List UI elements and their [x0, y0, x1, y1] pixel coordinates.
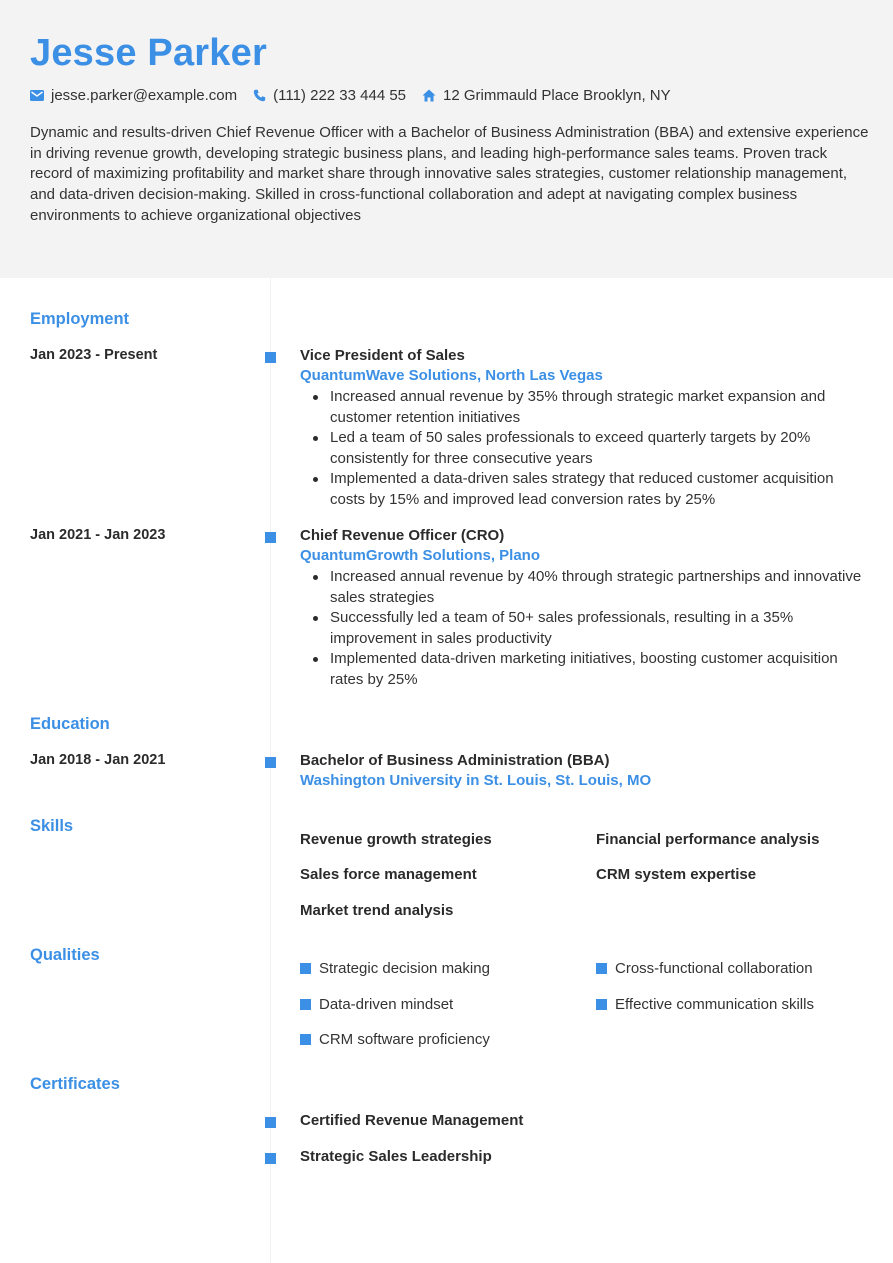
quality-item	[300, 960, 490, 977]
mail-icon	[30, 90, 44, 101]
skill-item: Market trend analysis	[300, 902, 454, 919]
quality-label: CRM software proficiency	[319, 1031, 490, 1048]
square-bullet-icon	[596, 963, 607, 974]
phone-contact[interactable]	[253, 87, 406, 104]
skill-item: Revenue growth strategies	[300, 831, 492, 848]
candidate-name: Jesse Parker	[30, 32, 267, 74]
job-bullet: Increased annual revenue by 40% through strategic partnerships and innovative sales strategies	[300, 567, 870, 608]
square-bullet-icon	[300, 999, 311, 1010]
job-bullet: Implemented a data-driven sales strategy that reduced customer acquisition costs by 15% and improved lead conversion rates by 25%	[300, 469, 870, 510]
timeline-marker	[265, 532, 276, 543]
quality-label: Effective communication skills	[615, 996, 814, 1013]
section-title-employment: Employment	[30, 310, 130, 328]
skill-item: Sales force management	[300, 866, 477, 883]
job-company: QuantumWave Solutions, North Las Vegas	[300, 367, 603, 384]
quality-label: Strategic decision making	[319, 960, 490, 977]
quality-label: Cross-functional collaboration	[615, 960, 813, 977]
square-bullet-icon	[300, 963, 311, 974]
address-text: 12 Grimmauld Place Brooklyn, NY	[443, 86, 671, 104]
header	[0, 0, 893, 278]
quality-label: Data-driven mindset	[319, 996, 454, 1013]
home-icon	[422, 89, 436, 102]
job-bullets	[300, 567, 870, 691]
phone-text: (111) 222 33 444 55	[273, 86, 407, 104]
job-dates: Jan 2023 - Present	[30, 347, 158, 363]
certificate-item: Strategic Sales Leadership	[300, 1148, 492, 1165]
quality-item	[300, 1031, 490, 1048]
job-company: QuantumGrowth Solutions, Plano	[300, 547, 540, 564]
job-bullet: Led a team of 50 sales professionals to exceed quarterly targets by 20% consistently for three consecutive years	[300, 428, 870, 469]
timeline-marker	[265, 1117, 276, 1128]
quality-item	[300, 996, 453, 1013]
job-dates: Jan 2021 - Jan 2023	[30, 527, 166, 543]
profile-summary: Dynamic and results-driven Chief Revenue Officer with a Bachelor of Business Administration (BBA) and extensive experience in driving revenue growth, developing strategic business plans, and leading high-performance sales teams. Proven track record of maximizing profitability and market share through innovative sales strategies, customer relationship management, and data-driven decision-making. Skilled in cross-functional collaboration and adept at navigating complex business environments to achieve organizational objectives	[30, 124, 869, 224]
job-bullet: Increased annual revenue by 35% through strategic market expansion and customer retention initiatives	[300, 387, 870, 428]
skill-item: Financial performance analysis	[596, 831, 820, 848]
timeline-marker	[265, 352, 276, 363]
school-name: Washington University in St. Louis, St. Louis, MO	[300, 772, 652, 789]
job-bullet: Successfully led a team of 50+ sales professionals, resulting in a 35% improvement in sales productivity	[300, 608, 870, 649]
skill-item: CRM system expertise	[596, 866, 757, 883]
degree-title: Bachelor of Business Administration (BBA)	[300, 752, 610, 769]
square-bullet-icon	[596, 999, 607, 1010]
certificate-item: Certified Revenue Management	[300, 1112, 524, 1129]
job-bullets	[300, 387, 870, 511]
section-title-certificates: Certificates	[30, 1075, 120, 1093]
job-title: Vice President of Sales	[300, 347, 465, 364]
quality-item	[596, 996, 814, 1013]
job-title: Chief Revenue Officer (CRO)	[300, 527, 505, 544]
section-title-qualities: Qualities	[30, 946, 100, 964]
timeline-divider	[270, 278, 271, 1263]
job-bullet: Implemented data-driven marketing initiatives, boosting customer acquisition rates by 25%	[300, 649, 870, 690]
quality-item	[596, 960, 813, 977]
contact-row	[30, 86, 687, 104]
section-title-skills: Skills	[30, 817, 74, 835]
education-dates: Jan 2018 - Jan 2021	[30, 752, 166, 768]
email-text: jesse.parker@example.com	[51, 86, 238, 104]
address-contact	[422, 87, 671, 104]
phone-icon	[253, 89, 266, 102]
square-bullet-icon	[300, 1034, 311, 1045]
timeline-marker	[265, 1153, 276, 1164]
timeline-marker	[265, 757, 276, 768]
email-contact[interactable]	[30, 87, 237, 104]
section-title-education: Education	[30, 715, 110, 733]
